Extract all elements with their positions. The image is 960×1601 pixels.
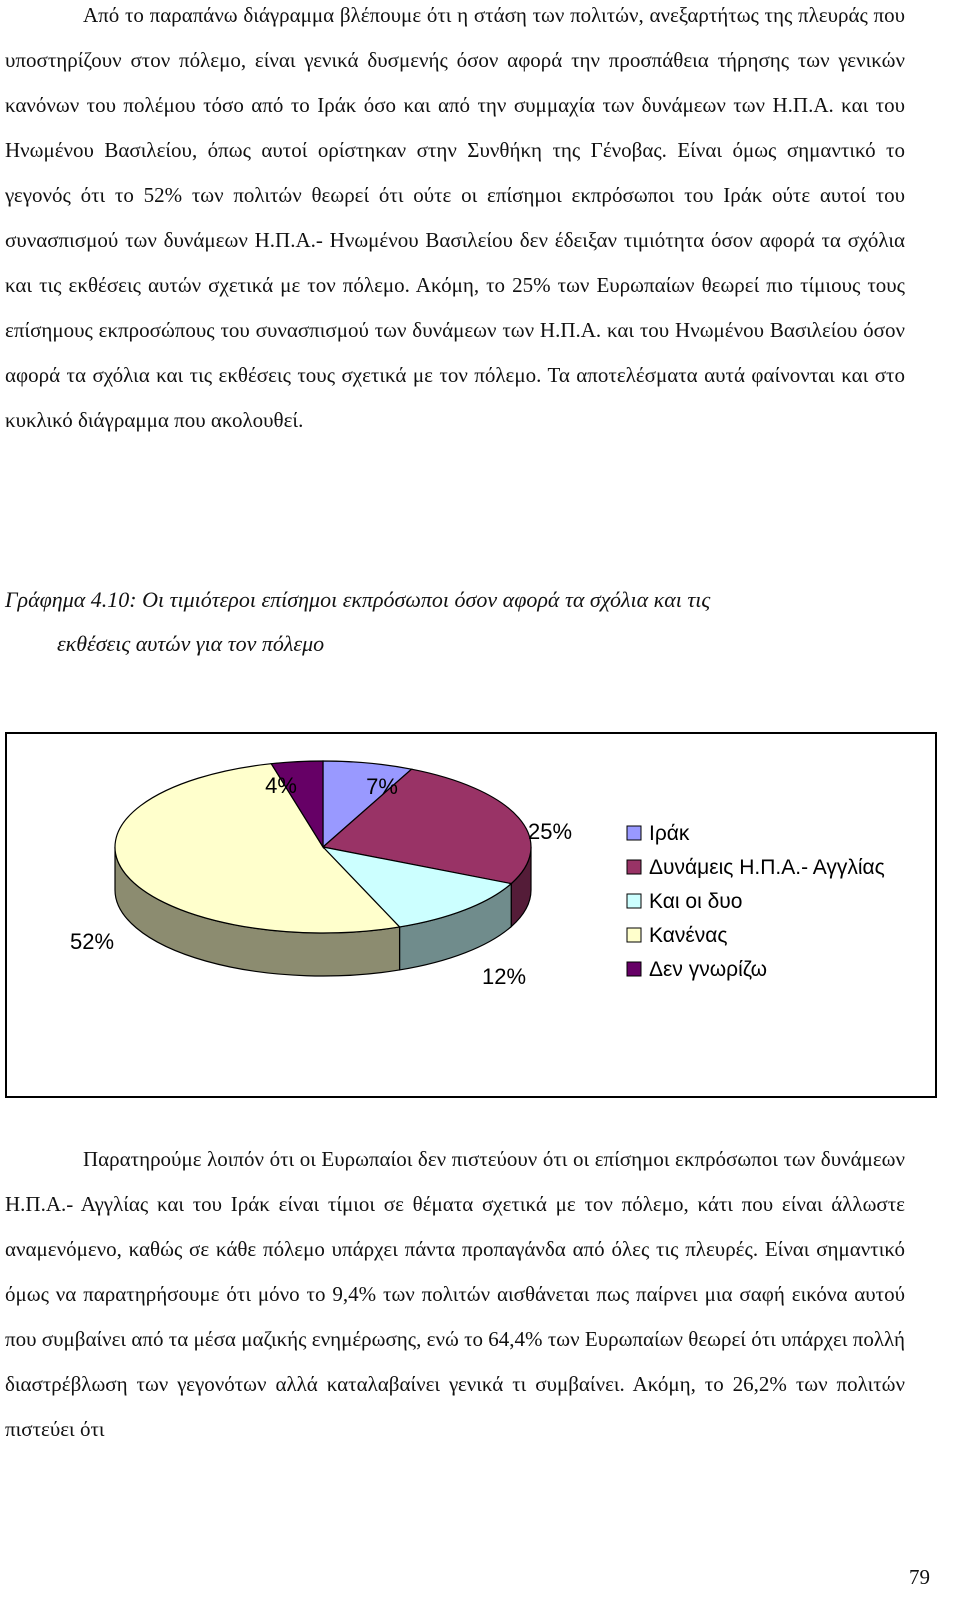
legend-label-2: Και οι δυο (649, 890, 743, 913)
pie-data-label-4: 4% (265, 773, 297, 798)
legend-label-3: Κανένας (649, 924, 728, 947)
legend-swatch-1 (627, 860, 641, 874)
pie-chart (7, 734, 935, 1096)
pie-data-label-3: 52% (69, 929, 115, 954)
body-paragraph-1: Από το παραπάνω διάγραμμα βλέπουμε ότι η στάση των πολιτών, ανεξαρτήτως της πλευράς που υποστηρίζουν στον πόλεμο, είναι γενικά δυσμενής όσον αφορά την προσπάθεια τήρησης των γενικών κανόνων του πολέμου τόσο από το Ιράκ όσο και από την συμμαχία των δυνάμεων των Η.Π.Α. και του Ηνωμένου Βασιλείου, όπως αυτοί ορίστηκαν στην Συνθήκη της Γένοβας. Είναι όμως σημαντικό το γεγονός ότι το 52% των πολιτών θεωρεί ότι ούτε οι επίσημοι εκπρόσωποι του Ιράκ ούτε αυτοί του συνασπισμού των δυνάμεων Η.Π.Α.- Ηνωμένου Βασιλείου δεν έδειξαν τιμιότητα όσον αφορά τα σχόλια και τις εκθέσεις αυτών σχετικά με τον πόλεμο. Ακόμη, το 25% των Ευρωπαίων θεωρεί πιο τίμιους τους επίσημους εκπροσώπους του συνασπισμού των δυνάμεων των Η.Π.Α. και του Ηνωμένου Βασιλείου όσον αφορά τα σχόλια και τις εκθέσεις τους σχετικά με τον πόλεμο. Τα αποτελέσματα αυτά φαίνονται και στο κυκλικό διάγραμμα που ακολουθεί. (5, 3, 905, 432)
legend-swatch-3 (627, 928, 641, 942)
pie-data-label-0: 7% (366, 774, 398, 799)
legend-label-0: Ιράκ (649, 822, 690, 845)
pie-chart-frame (5, 732, 937, 1098)
figure-caption (5, 578, 905, 666)
pie-data-label-1: 25% (527, 819, 573, 844)
page-number: 79 (909, 1565, 930, 1589)
figure-caption-line-1: Γράφημα 4.10: Οι τιμιότεροι επίσημοι εκπρόσωποι όσον αφορά τα σχόλια και τις (5, 587, 711, 612)
body-paragraph-2: Παρατηρούμε λοιπόν ότι οι Ευρωπαίοι δεν πιστεύουν ότι οι επίσημοι εκπρόσωποι των δυνάμεων Η.Π.Α.- Αγγλίας και του Ιράκ είναι τίμιοι σε θέματα σχετικά με τον πόλεμο, κάτι που είναι άλλωστε αναμενόμενο, καθώς σε κάθε πόλεμο υπάρχει πάντα προπαγάνδα από όλες τις πλευρές. Είναι σημαντικό όμως να παρατηρήσουμε ότι μόνο το 9,4% των πολιτών αισθάνεται πως παίρνει μια σαφή εικόνα αυτού που συμβαίνει από τα μέσα μαζικής ενημέρωσης, ενώ το 64,4% των Ευρωπαίων θεωρεί ότι υπάρχει πολλή διαστρέβλωση των γεγονότων αλλά καταλαβαίνει γενικά τι συμβαίνει. Ακόμη, το 26,2% των πολιτών πιστεύει ότι (5, 1147, 905, 1441)
figure-caption-line-2: εκθέσεις αυτών για τον πόλεμο (57, 631, 325, 656)
pie-data-label-2: 12% (481, 964, 527, 989)
legend-label-4: Δεν γνωρίζω (649, 958, 767, 981)
legend-label-1: Δυνάμεις Η.Π.Α.- Αγγλίας (649, 856, 885, 879)
legend-swatch-4 (627, 962, 641, 976)
legend-swatch-0 (627, 826, 641, 840)
legend-swatch-2 (627, 894, 641, 908)
